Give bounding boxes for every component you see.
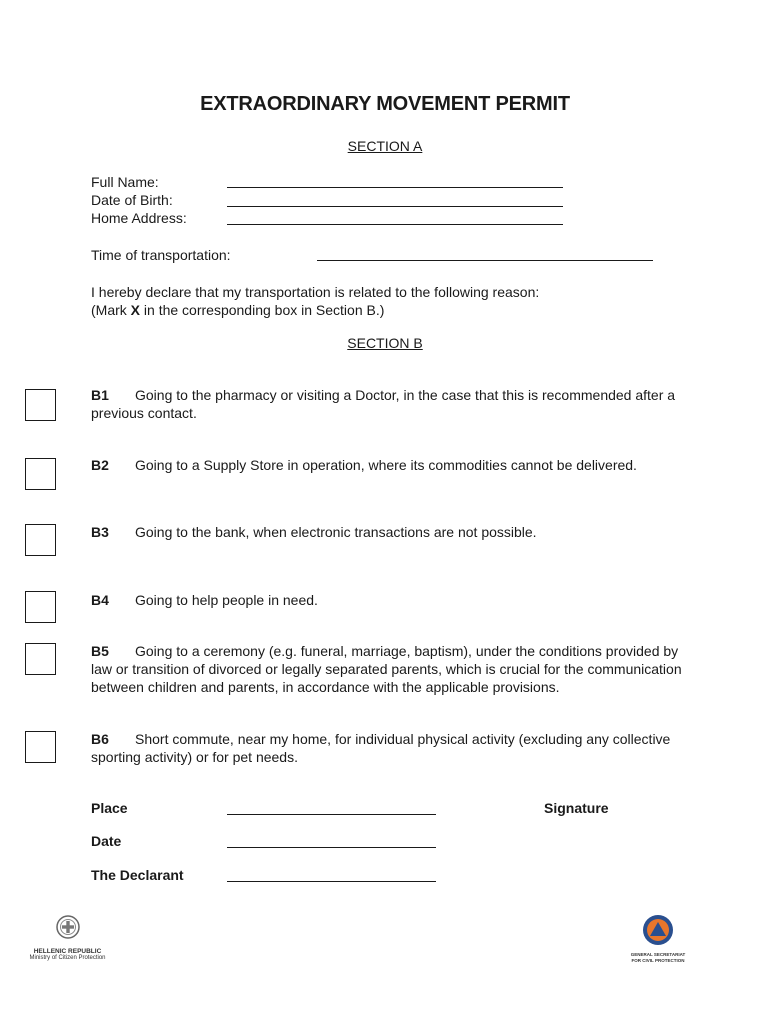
civil-protection-logo [628, 914, 688, 963]
declaration-text [91, 283, 711, 319]
reason-b4 [91, 591, 691, 609]
reason-text: Going to a ceremony (e.g. funeral, marriage, baptism), under the conditions provided by law or transition of divorced or legally separated parents, which is crucial for the communication between children and parents, in accordance with the applicable provisions. [91, 643, 682, 695]
declaration-mark: X [130, 302, 141, 318]
checkbox-b2[interactable] [25, 458, 56, 490]
declaration-line1: I hereby declare that my transportation is related to the following reason: [91, 284, 540, 300]
declarant-label: The Declarant [91, 867, 184, 883]
hellenic-republic-logo [20, 914, 115, 962]
signature-label: Signature [544, 800, 609, 816]
time-label: Time of transportation: [91, 247, 231, 263]
reason-text: Going to the bank, when electronic transactions are not possible. [135, 524, 537, 540]
logo-left-line1: HELLENIC REPUBLIC [33, 948, 102, 955]
checkbox-b3[interactable] [25, 524, 56, 556]
declaration-pre: (Mark [91, 302, 131, 318]
reason-code: B6 [91, 731, 109, 747]
reason-text: Short commute, near my home, for individual physical activity (excluding any collective sporting activity) or for pet needs. [91, 731, 671, 765]
reason-b3 [91, 523, 691, 541]
reason-text: Going to help people in need. [135, 592, 318, 608]
logo-right-line2: FOR CIVIL PROTECTION [631, 957, 685, 963]
checkbox-b1[interactable] [25, 389, 56, 421]
section-a-heading: SECTION A [347, 138, 423, 154]
checkbox-b4[interactable] [25, 591, 56, 623]
date-label: Date [91, 833, 122, 849]
reason-code: B5 [91, 643, 109, 659]
declaration-line2 [91, 301, 711, 319]
address-label: Home Address: [91, 210, 187, 226]
greek-emblem-icon [20, 914, 115, 945]
place-field[interactable] [227, 814, 436, 815]
section-b-heading: SECTION B [347, 335, 423, 351]
checkbox-b5[interactable] [25, 643, 56, 675]
logo-right-line1: GENERAL SECRETARIAT [630, 952, 686, 957]
reason-code: B1 [91, 387, 109, 403]
reason-code: B2 [91, 457, 109, 473]
date-field[interactable] [227, 847, 436, 848]
declarant-field[interactable] [227, 881, 436, 882]
dob-label: Date of Birth: [91, 192, 173, 208]
reason-text: Going to the pharmacy or visiting a Doctor, in the case that this is recommended after a previous contact. [91, 387, 676, 421]
time-field[interactable] [317, 260, 653, 261]
address-field[interactable] [227, 224, 563, 225]
dob-field[interactable] [227, 206, 563, 207]
full-name-label: Full Name: [91, 174, 159, 190]
declaration-post: in the corresponding box in Section B.) [140, 302, 385, 318]
civil-protection-emblem-icon [628, 914, 688, 951]
full-name-field[interactable] [227, 187, 563, 188]
reason-b6 [91, 730, 691, 766]
logo-left-line2: Ministry of Citizen Protection [29, 955, 106, 961]
reason-code: B3 [91, 524, 109, 540]
checkbox-b6[interactable] [25, 731, 56, 763]
reason-b2 [91, 456, 731, 474]
place-label: Place [91, 800, 128, 816]
reason-text: Going to a Supply Store in operation, where its commodities cannot be delivered. [135, 457, 637, 473]
reason-code: B4 [91, 592, 109, 608]
document-title: EXTRAORDINARY MOVEMENT PERMIT [200, 93, 570, 115]
reason-b1 [91, 386, 691, 422]
reason-b5 [91, 642, 691, 696]
